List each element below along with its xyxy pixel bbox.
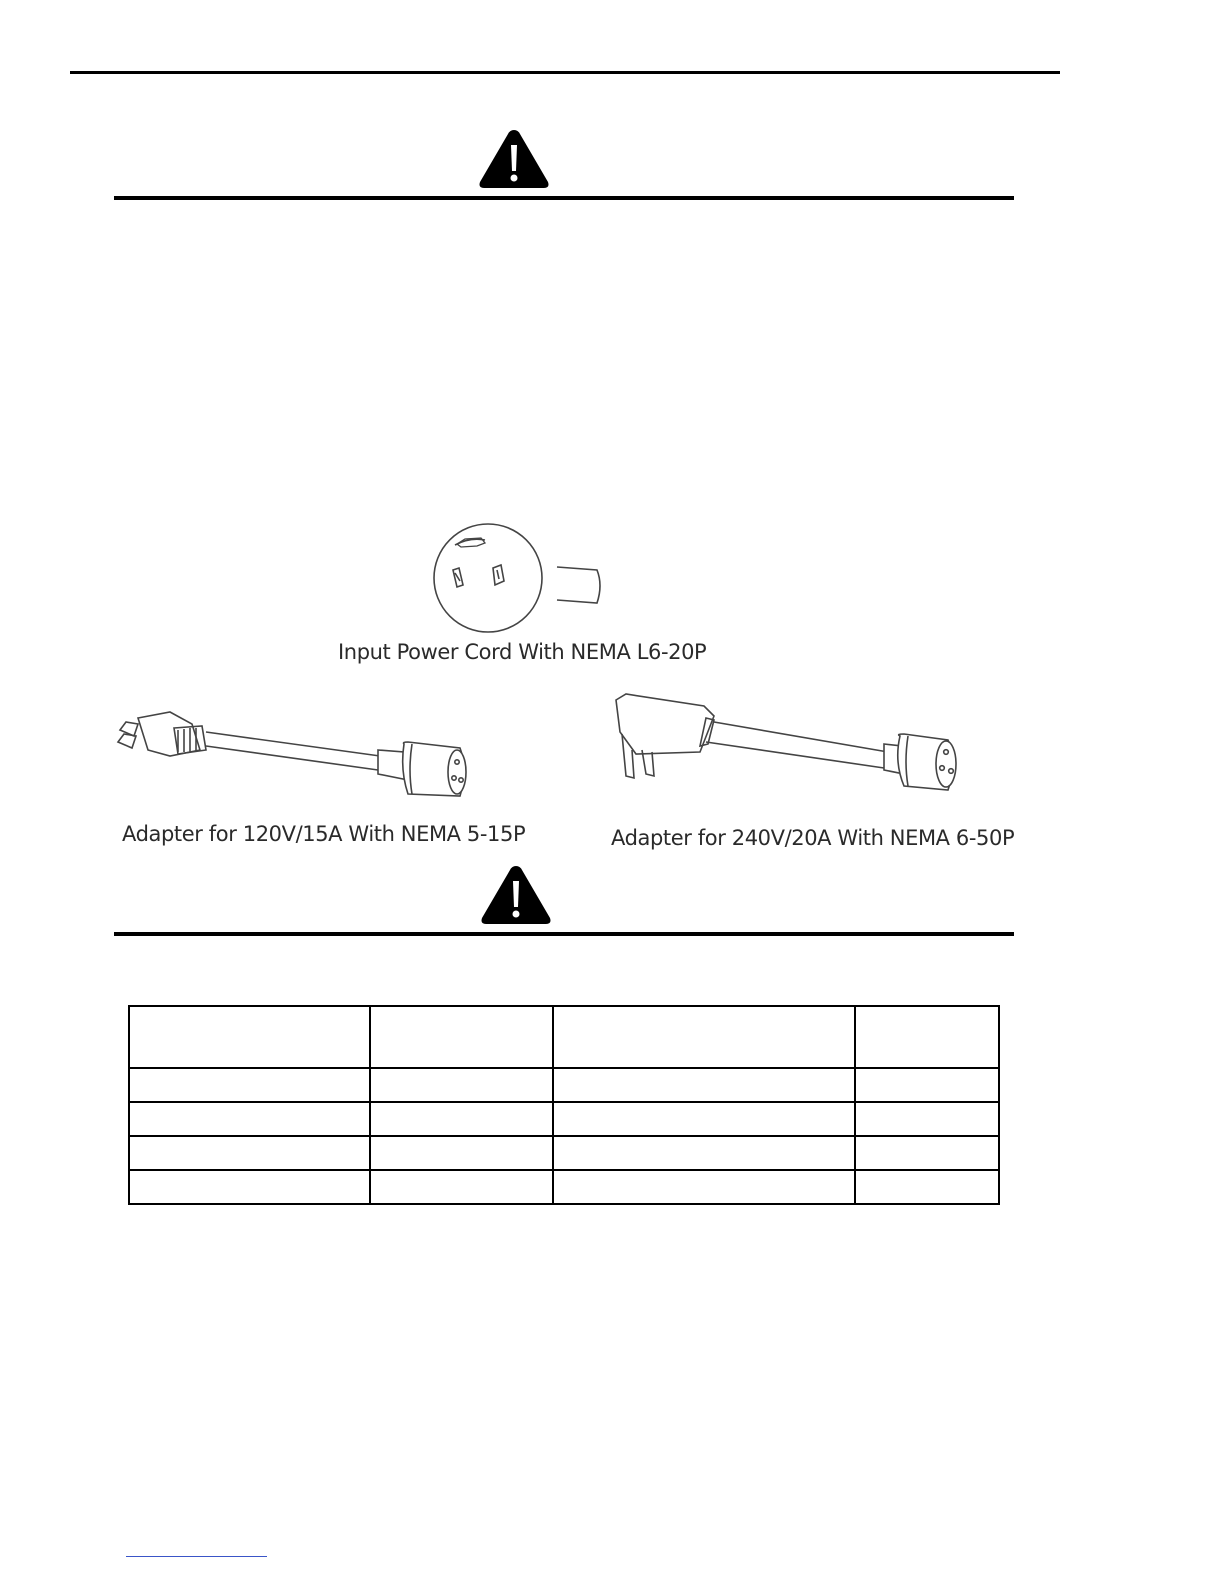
warning-rule-top — [114, 196, 1014, 200]
input-power-cord-illustration — [425, 515, 615, 635]
table-row — [129, 1170, 999, 1204]
table-cell — [370, 1102, 553, 1136]
table-cell — [855, 1136, 999, 1170]
adapter-120v-illustration — [112, 710, 477, 805]
adapter-240v-caption: Adapter for 240V/20A With NEMA 6-50P — [611, 826, 1015, 850]
table-header-cell — [129, 1006, 370, 1068]
table-header-row — [129, 1006, 999, 1068]
warning-rule-bottom — [114, 932, 1014, 936]
adapter-240v-illustration — [606, 692, 966, 797]
page-header-rule — [70, 71, 1060, 74]
table-cell — [553, 1102, 855, 1136]
warning-triangle-icon — [476, 126, 552, 192]
table-row — [129, 1136, 999, 1170]
table-cell — [855, 1102, 999, 1136]
table-cell — [129, 1068, 370, 1102]
table-cell — [129, 1136, 370, 1170]
table-header-cell — [553, 1006, 855, 1068]
table-cell — [129, 1170, 370, 1204]
table-cell — [370, 1068, 553, 1102]
table-cell — [370, 1136, 553, 1170]
table-header-cell — [855, 1006, 999, 1068]
input-power-cord-caption: Input Power Cord With NEMA L6-20P — [338, 640, 707, 664]
table-row — [129, 1102, 999, 1136]
adapter-120v-caption: Adapter for 120V/15A With NEMA 5-15P — [122, 822, 526, 846]
table-cell — [553, 1068, 855, 1102]
table-row — [129, 1068, 999, 1102]
warning-triangle-icon — [478, 862, 554, 928]
table-cell — [370, 1170, 553, 1204]
table-cell — [129, 1102, 370, 1136]
footer-link-underline[interactable] — [126, 1556, 267, 1557]
table-cell — [855, 1068, 999, 1102]
table-header-cell — [370, 1006, 553, 1068]
specification-table — [128, 1005, 1000, 1205]
table-cell — [553, 1170, 855, 1204]
table-cell — [553, 1136, 855, 1170]
table-cell — [855, 1170, 999, 1204]
